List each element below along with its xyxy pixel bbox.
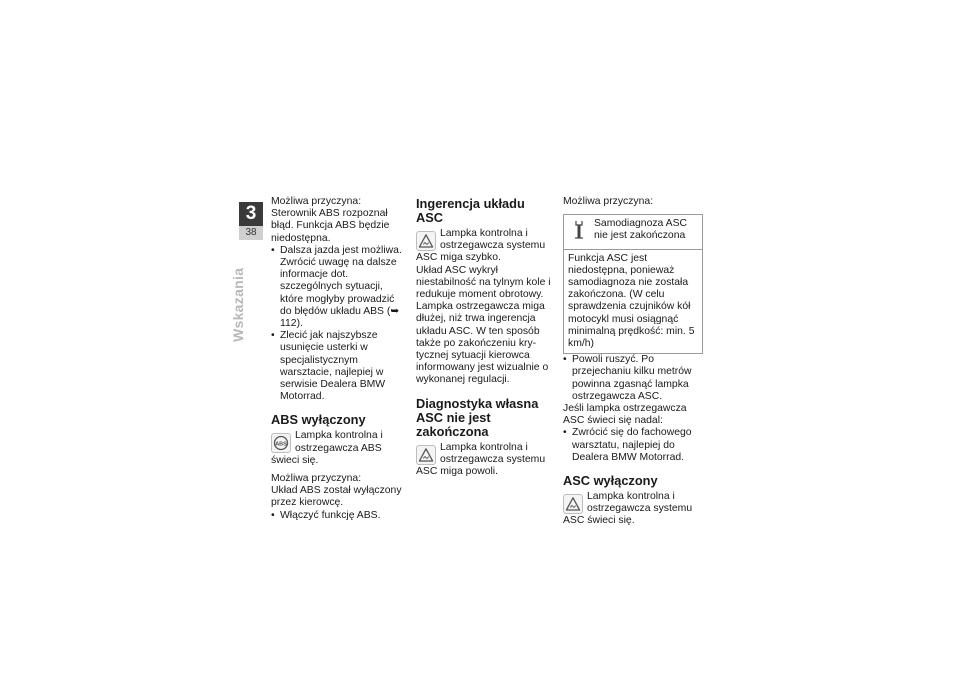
cause-text: Sterownik ABS rozpoznał błąd. Funkcja ABS będzie niedostępna. [271,208,390,244]
heading-asc-selfdiag: Diagnostyka własna ASC nie jest zakończona [416,395,539,439]
info-box-title: Samodiagnoza ASC nie jest zakończona [594,218,687,242]
chapter-number: 3 [239,202,263,226]
asc-warning-icon [416,445,436,465]
info-box-header [564,215,702,249]
warning-asc-on [563,491,703,528]
column-1 [271,196,406,522]
chapter-tab [239,202,263,240]
list-item: • Zwrócić się do fachowego warsztatu, najlepiej do Dealera BMW Motorrad. [563,427,703,464]
bullet-list [271,245,406,404]
abs-warning-icon [271,433,291,453]
heading-asc-intervention: Ingerencja układu ASC [416,196,525,225]
cause-text: Układ ABS został wyłączony przez kierowcę. [271,485,402,509]
warning-text: Lampka kontrolna i ostrzegawcza systemu ASC miga powoli. [416,441,546,478]
cause-label: Możliwa przyczyna: [563,196,654,207]
cause-label: Możliwa przyczyna: [271,473,362,485]
info-box [563,214,703,354]
heading-asc-off: ASC wyłączony [563,473,658,489]
list-item: • Dalsza jazda jest możliwa. Zwrócić uwagę na dalsze informacje dot. szczególnych sytuacji, które mogłyby prowadzić do błędów układu ABS (➥ 112). [271,245,406,330]
warning-text: Lampka kontrolna i ostrzegawcza ABS świeci się. [271,430,383,466]
list-item: • Włączyć funkcję ABS. [271,510,406,522]
list-item: • Zlecić jak najszybsze usunięcie usterki w specjalistycznym warsztacie, najlepiej w serwisie Dealera BMW Motorrad. [271,330,406,403]
asc-warning-icon [563,494,583,514]
heading-abs-off: ABS wyłączony [271,412,366,428]
warning-asc-fast [416,228,551,265]
cause-label: Możliwa przyczyna: [271,196,362,207]
page-number: 38 [239,226,263,240]
bullet-list [563,427,703,464]
bullet-list [271,510,406,522]
wrench-icon [570,218,588,242]
bullet-list [563,354,703,403]
warning-asc-slow [416,442,551,479]
asc-warning-icon [416,231,436,251]
warning-abs [271,430,406,467]
svg-text:ABS: ABS [275,441,287,448]
warning-text: Lampka kontrolna i ostrzegawcza systemu ASC miga szybko. [416,228,546,264]
info-box-body: Funkcja ASC jest niedostępna, ponieważ samodiagnoza nie została zakończona. (W celu sprawdzenia czujników kół motocykl musi osiągnąć minimalną prędkość: min. 5 km/h) [568,252,695,350]
column-2 [416,197,551,478]
column-3 [563,196,703,528]
warning-text: Lampka kontrolna i ostrzegawcza systemu ASC świeci się. [563,491,693,527]
section-label: Wskazania [230,267,246,342]
list-item: • Powoli ruszyć. Po przejechaniu kilku metrów powinna zgasnąć lampka ostrzegawcza ASC. [563,354,703,403]
body-text: Układ ASC wykrył niestabilność na tylnym kole i redukuje moment obrotowy. Lampka ostrzegawcza miga dłużej, niż trwa ingerencja układu ASC. W ten sposób także po zakończeniu krytycznej sytuacji kierowca informowany jest wizualnie o wykonanej regulacji. [416,264,551,386]
condition-text: Jeśli lampka ostrzegawcza ASC świeci się nadal: [563,403,687,427]
